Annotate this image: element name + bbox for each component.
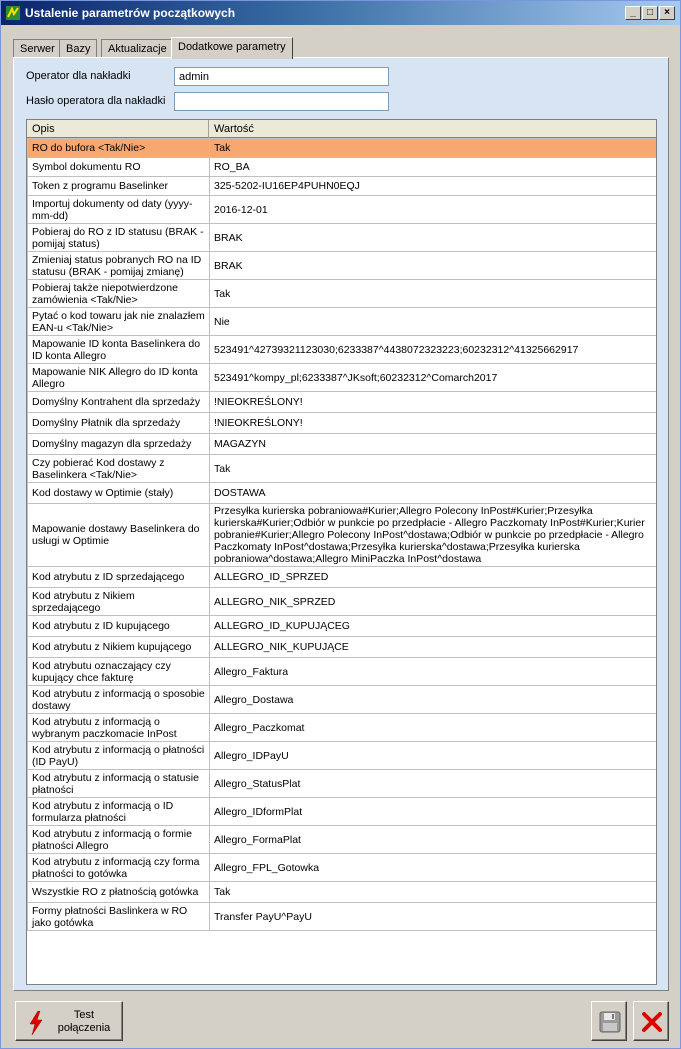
row-description[interactable]: Kod atrybutu z informacją o ID formularza płatności: [28, 798, 210, 826]
bottom-bar: [13, 997, 671, 1045]
operator-label: Operator dla nakładki: [26, 70, 131, 82]
table-row[interactable]: [28, 177, 657, 196]
row-description[interactable]: Kod atrybutu z informacją o wybranym paczkomacie InPost: [28, 714, 210, 742]
tab-bazy[interactable]: Bazy: [59, 39, 97, 58]
minimize-button[interactable]: _: [625, 6, 641, 20]
row-description[interactable]: Kod atrybutu z informacją o płatności (ID PayU): [28, 742, 210, 770]
row-value[interactable]: 523491^kompy_pl;6233387^JKsoft;60232312^Comarch2017: [210, 364, 657, 392]
table-row[interactable]: [28, 158, 657, 177]
row-value[interactable]: Tak: [210, 139, 657, 158]
table-row[interactable]: [28, 364, 657, 392]
row-description[interactable]: Kod atrybutu z informacją czy forma płatności to gotówka: [28, 854, 210, 882]
app-logo-icon: [5, 5, 21, 21]
table-row[interactable]: [28, 196, 657, 224]
table-row[interactable]: [28, 854, 657, 882]
row-description[interactable]: Wszystkie RO z płatnością gotówka: [28, 882, 210, 903]
window-title: Ustalenie parametrów początkowych: [25, 6, 236, 20]
table-row[interactable]: [28, 252, 657, 280]
row-value[interactable]: MAGAZYN: [210, 434, 657, 455]
lightning-icon: [28, 1011, 44, 1035]
row-value[interactable]: Przesyłka kurierska pobraniowa#Kurier;Allegro Polecony InPost#Kurier;Przesyłka kurierska#Kurier;Odbiór w punkcie po przedpłacie - Allegro Paczkomaty InPost#Kurier;Kurier pobranie#Kurier;Allegro Polecony InPost^dostawa;Odbiór w punkcie po przedpłacie - Allegro Paczkomaty InPost^dostawa;Przesyłka kurierska^dostawa;Przesyłka kurierska pobraniowa^dostawa;Allegro MiniPaczka InPost^dostawa: [210, 504, 657, 567]
table-row[interactable]: [28, 770, 657, 798]
password-input[interactable]: [174, 92, 389, 111]
table-row[interactable]: [28, 714, 657, 742]
table-row[interactable]: [28, 903, 657, 931]
row-value[interactable]: Transfer PayU^PayU: [210, 903, 657, 931]
row-value[interactable]: !NIEOKREŚLONY!: [210, 392, 657, 413]
table-row[interactable]: [28, 308, 657, 336]
table-row[interactable]: [28, 483, 657, 504]
row-value[interactable]: Tak: [210, 455, 657, 483]
row-description[interactable]: Symbol dokumentu RO: [28, 158, 210, 177]
row-value[interactable]: 325-5202-IU16EP4PUHN0EQJ: [210, 177, 657, 196]
row-value[interactable]: ALLEGRO_NIK_SPRZED: [210, 588, 657, 616]
row-description[interactable]: Kod atrybutu z Nikiem sprzedającego: [28, 588, 210, 616]
row-value[interactable]: Allegro_FPL_Gotowka: [210, 854, 657, 882]
table-row[interactable]: [28, 882, 657, 903]
tab-serwer[interactable]: Serwer: [13, 39, 62, 58]
password-label: Hasło operatora dla nakładki: [26, 95, 166, 107]
row-description[interactable]: Pobieraj także niepotwierdzone zamówienia <Tak/Nie>: [28, 280, 210, 308]
table-row[interactable]: [28, 336, 657, 364]
tab-dodatkowe-parametry[interactable]: Dodatkowe parametry: [171, 37, 293, 59]
table-row[interactable]: [28, 504, 657, 567]
title-bar: [1, 1, 680, 25]
table-row[interactable]: [28, 658, 657, 686]
table-row[interactable]: [28, 567, 657, 588]
table-row[interactable]: [28, 686, 657, 714]
row-value[interactable]: ALLEGRO_ID_KUPUJĄCEG: [210, 616, 657, 637]
row-value[interactable]: Allegro_Paczkomat: [210, 714, 657, 742]
table-row[interactable]: [28, 434, 657, 455]
row-value[interactable]: Tak: [210, 882, 657, 903]
row-value[interactable]: Nie: [210, 308, 657, 336]
column-header-opis[interactable]: Opis: [27, 120, 209, 138]
row-description[interactable]: Kod atrybutu z ID kupującego: [28, 616, 210, 637]
table-row[interactable]: [28, 588, 657, 616]
row-description[interactable]: Kod atrybutu z informacją o sposobie dostawy: [28, 686, 210, 714]
parameters-grid: [26, 119, 657, 985]
maximize-button[interactable]: □: [642, 6, 658, 20]
test-label-line2: połączenia: [57, 1022, 111, 1034]
row-description[interactable]: Zmieniaj status pobranych RO na ID statusu (BRAK - pomijaj zmianę): [28, 252, 210, 280]
table-row[interactable]: [28, 280, 657, 308]
row-value[interactable]: Tak: [210, 280, 657, 308]
row-value[interactable]: Allegro_FormaPlat: [210, 826, 657, 854]
row-description[interactable]: Domyślny Płatnik dla sprzedaży: [28, 413, 210, 434]
table-row[interactable]: [28, 392, 657, 413]
row-value[interactable]: Allegro_Faktura: [210, 658, 657, 686]
table-row[interactable]: [28, 798, 657, 826]
row-value[interactable]: Allegro_IDPayU: [210, 742, 657, 770]
row-description[interactable]: Token z programu Baselinker: [28, 177, 210, 196]
row-value[interactable]: ALLEGRO_ID_SPRZED: [210, 567, 657, 588]
row-description[interactable]: Kod atrybutu z ID sprzedającego: [28, 567, 210, 588]
row-value[interactable]: Allegro_IDformPlat: [210, 798, 657, 826]
row-description[interactable]: Kod atrybutu oznaczający czy kupujący chce fakturę: [28, 658, 210, 686]
operator-input[interactable]: [174, 67, 389, 86]
grid-rows: [27, 138, 657, 931]
test-connection-button[interactable]: [15, 1001, 123, 1041]
row-value[interactable]: BRAK: [210, 252, 657, 280]
row-description[interactable]: Mapowanie NIK Allegro do ID konta Allegro: [28, 364, 210, 392]
row-description[interactable]: Mapowanie dostawy Baselinkera do usługi w Optimie: [28, 504, 210, 567]
row-description[interactable]: Pobieraj do RO z ID statusu (BRAK - pomijaj status): [28, 224, 210, 252]
row-value[interactable]: !NIEOKREŚLONY!: [210, 413, 657, 434]
row-description[interactable]: Domyślny Kontrahent dla sprzedaży: [28, 392, 210, 413]
row-value[interactable]: ALLEGRO_NIK_KUPUJĄCE: [210, 637, 657, 658]
row-value[interactable]: Allegro_Dostawa: [210, 686, 657, 714]
save-disk-icon: [598, 1010, 622, 1034]
row-description[interactable]: Kod atrybutu z informacją o formie płatności Allegro: [28, 826, 210, 854]
row-description[interactable]: Formy płatności Baslinkera w RO jako gotówka: [28, 903, 210, 931]
table-row[interactable]: [28, 637, 657, 658]
row-description[interactable]: Kod atrybutu z informacją o statusie płatności: [28, 770, 210, 798]
test-connection-label: [52, 1009, 116, 1035]
row-value[interactable]: BRAK: [210, 224, 657, 252]
row-description[interactable]: Mapowanie ID konta Baselinkera do ID konta Allegro: [28, 336, 210, 364]
column-header-wartosc[interactable]: Wartość: [214, 123, 254, 135]
row-value[interactable]: RO_BA: [210, 158, 657, 177]
row-value[interactable]: DOSTAWA: [210, 483, 657, 504]
row-description[interactable]: Kod dostawy w Optimie (stały): [28, 483, 210, 504]
table-row[interactable]: [28, 413, 657, 434]
cancel-button[interactable]: [633, 1001, 669, 1041]
row-value[interactable]: 2016-12-01: [210, 196, 657, 224]
table-row[interactable]: [28, 742, 657, 770]
grid-header: [27, 120, 656, 138]
test-label-line1: Test: [73, 1009, 95, 1021]
table-row[interactable]: [28, 224, 657, 252]
row-description[interactable]: Importuj dokumenty od daty (yyyy-mm-dd): [28, 196, 210, 224]
row-description[interactable]: Kod atrybutu z Nikiem kupującego: [28, 637, 210, 658]
row-description[interactable]: Domyślny magazyn dla sprzedaży: [28, 434, 210, 455]
table-row[interactable]: [28, 455, 657, 483]
close-x-icon: [641, 1011, 663, 1033]
close-button[interactable]: ×: [659, 6, 675, 20]
table-row[interactable]: [28, 139, 657, 158]
tab-aktualizacje[interactable]: Aktualizacje: [101, 39, 174, 58]
table-row[interactable]: [28, 616, 657, 637]
row-description[interactable]: Pytać o kod towaru jak nie znalazłem EAN-u <Tak/Nie>: [28, 308, 210, 336]
table-row[interactable]: [28, 826, 657, 854]
row-description[interactable]: RO do bufora <Tak/Nie>: [28, 139, 210, 158]
save-button[interactable]: [591, 1001, 627, 1041]
row-value[interactable]: Allegro_StatusPlat: [210, 770, 657, 798]
row-description[interactable]: Czy pobierać Kod dostawy z Baselinkera <Tak/Nie>: [28, 455, 210, 483]
row-value[interactable]: 523491^42739321123030;6233387^4438072323223;60232312^41325662917: [210, 336, 657, 364]
